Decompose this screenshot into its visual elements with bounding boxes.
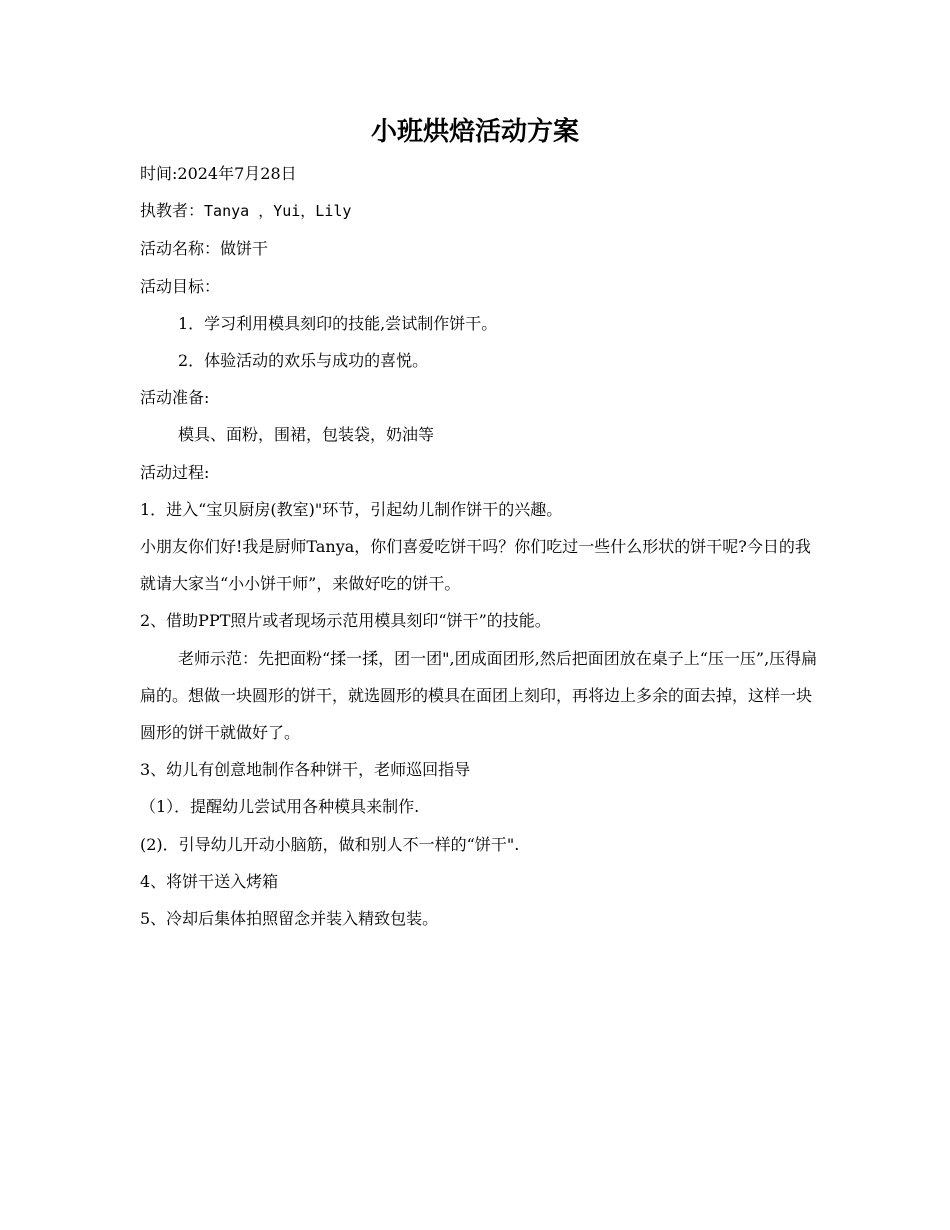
prep-heading: 活动准备: bbox=[140, 388, 210, 408]
step-2: 2、借助PPT照片或者现场示范用模具刻印“饼干”的技能。 bbox=[140, 611, 551, 631]
step-4: 4、将饼干送入烤箱 bbox=[140, 871, 279, 891]
step-2-detail: 老师示范：先把面粉“揉一揉，团一团",团成面团形,然后把面团放在桌子上“压一压”,压得扁扁的。想做一块圆形的饼干，就选圆形的模具在面团上刻印，再将边上多余的面去掉，这样一块圆形的饼干就做好了。 bbox=[140, 648, 818, 743]
step-1-detail: 小朋友你们好!我是厨师Tanya，你们喜爱吃饼干吗？你们吃过一些什么形状的饼干呢?今日的我就请大家当“小小饼干师”，来做好吃的饼干。 bbox=[140, 537, 811, 594]
teachers-names: Tanya ，Yui，Lily bbox=[204, 202, 352, 221]
goal-item-2: 2．体验活动的欢乐与成功的喜悦。 bbox=[178, 351, 429, 371]
step-3: 3、幼儿有创意地制作各种饼干，老师巡回指导 bbox=[140, 760, 471, 780]
document-title: 小班烘焙活动方案 bbox=[370, 117, 579, 147]
document-body bbox=[140, 155, 820, 937]
goal-item-1: 1．学习利用模具刻印的技能,尝试制作饼干。 bbox=[178, 313, 498, 333]
step-3-sub-1: （1）．提醒幼儿尝试用各种模具来制作. bbox=[140, 797, 420, 817]
activity-name-line: 活动名称：做饼干 bbox=[140, 239, 269, 259]
goals-heading: 活动目标： bbox=[140, 276, 221, 296]
teachers-line bbox=[140, 192, 820, 230]
process-heading: 活动过程: bbox=[140, 462, 210, 482]
teachers-label: 执教者： bbox=[140, 201, 205, 221]
step-5: 5、冷却后集体拍照留念并装入精致包装。 bbox=[140, 909, 439, 929]
step-3-sub-2: (2)．引导幼儿开动小脑筋，做和别人不一样的“饼干". bbox=[140, 834, 520, 854]
prep-items: 模具、面粉，围裙，包装袋，奶油等 bbox=[178, 425, 435, 445]
step-1: 1．进入“宝贝厨房(教室)"环节，引起幼儿制作饼干的兴趣。 bbox=[140, 499, 563, 519]
date-line: 时间:2024年7月28日 bbox=[140, 164, 297, 183]
